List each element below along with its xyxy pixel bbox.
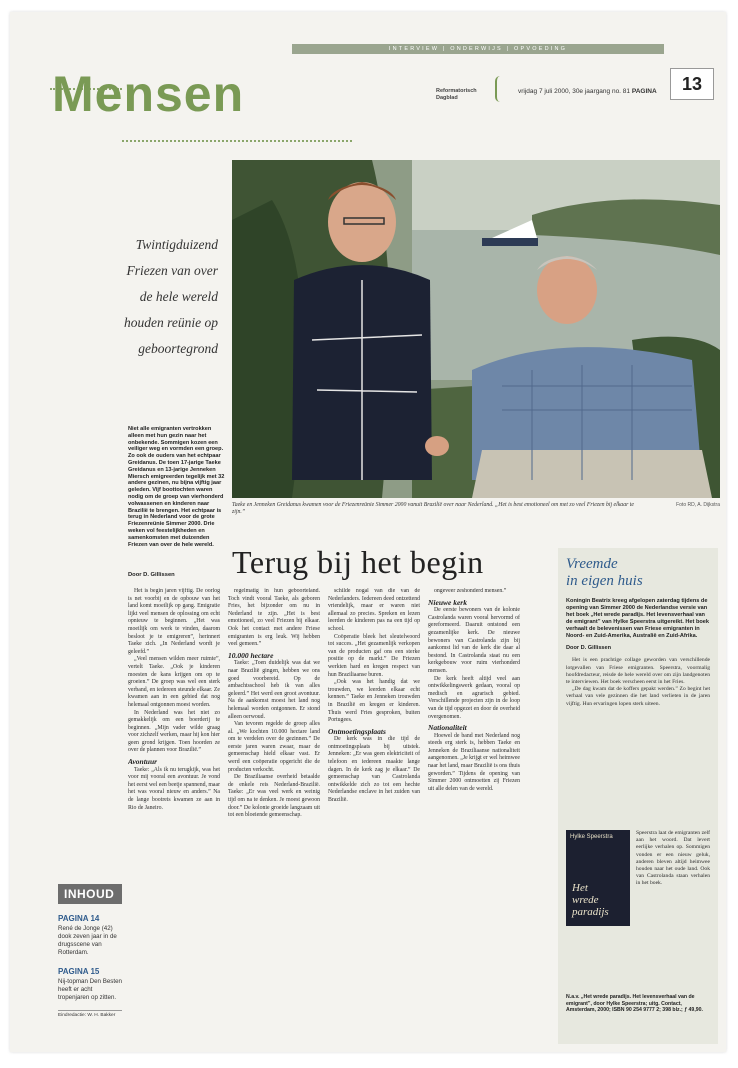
article-column-2 <box>228 588 320 1052</box>
book-details: N.a.v. „Het wrede paradijs. Het levensverhaal van de emigrant”, door Hylke Speerstra; uitg. Contact, Amsterdam, 2000; ISBN 90 254 9777 2; 398 blz.; ƒ 49,90. <box>566 994 703 1014</box>
body-paragraph: Taeke: „Als ik nu terugkijk, was het voor mij vooral een avontuur. Je vond het eerst wel een beetje spannend, maar het was vooral nieuw en anders.” Na de lange bootreis kwamen ze aan in Rio de Janeiro. <box>128 766 220 811</box>
sidebar-body <box>566 657 710 707</box>
body-paragraph: „Veel mensen wilden meer ruimte”, vertelt Taeke. „Ook je kinderen moesten de kans krijgen om op te groeien.” De groep was wel een sterk verband, en iedereen steunde elkaar. Ze kwamen aan in een gebied dat nog helemaal ontgonnen moest worden. <box>128 656 220 708</box>
intro-line: Friezen van over <box>126 263 218 278</box>
body-paragraph: „De dag kwam dat de koffers gepakt werden.” Zo begint het verhaal van vele gezinnen die het land verlieten in de jaren vijftig. Hun ervaringen lopen sterk uiteen. <box>566 686 710 707</box>
couple-photo <box>232 160 720 498</box>
date-text: vrijdag 7 juli 2000, 30e jaargang no. 81 <box>518 88 631 95</box>
sidebar-lower-text: Speerstra laat de emigranten zelf aan het woord. Dat levert eerlijke verhalen op. Sommigen vonden er een nieuw geluk, anderen bleven altijd heimwee houden naar het oude land. Ook van Castrolanda staan verhalen in het boek. <box>636 830 710 887</box>
sidebar-title-line: in eigen huis <box>566 573 643 589</box>
book-author: Hylke Speerstra <box>570 834 613 840</box>
contents-item-text: Nij-topman Den Besten heeft er acht tropenjaren op zitten. <box>58 978 122 1001</box>
subheading: Nieuwe kerk <box>428 597 467 607</box>
body-paragraph: ongeveer zeshonderd mensen.” <box>434 588 507 594</box>
section-strap: INTERVIEW | ONDERWIJS | OPVOEDING <box>292 44 664 54</box>
subheading: Nationaliteit <box>428 723 467 733</box>
body-paragraph: Het is een prachtige collage geworden van verschillende lotgevallen van Friese emigranten. Speerstra, voormalig hoofdredacteur, reisde de hele wereld over om zijn landgenoten te interviewen. Het boek verscheen eerst in het Fries. <box>566 657 710 686</box>
body-paragraph: schilde nogal van die van de Nederlanders. Iedereen deed ontzettend vriendelijk, maar er waren niet allemaal zo precies. Spreken en lezen leerden de kinderen pas na een tijd op school. <box>328 588 420 632</box>
contents-page-ref: PAGINA 14 <box>58 914 100 923</box>
book-title-line: wrede <box>572 894 599 906</box>
intro-line: Twintigduizend <box>135 237 218 252</box>
book-title-line: paradijs <box>572 906 609 918</box>
body-paragraph: Van tevoren regelde de groep alles al. „We kochten 10.000 hectare land om te verdelen over de gezinnen.” De eerste jaren waren zwaar, maar de gemeenschap hield elkaar vast. Er werd een coöperatie opgericht die de producten verkocht. <box>228 721 320 773</box>
body-paragraph: Taeke: „Toen duidelijk was dat we naar Brazilië gingen, hebben we ons goed voorbereid. Op de ambachtsschool heb ik van alles geleerd.” Het werd een groot avontuur. Na de aankomst moest het land nog helemaal worden ontgonnen. Er stond alleen oerwoud. <box>228 660 320 720</box>
photo-caption: Taeke en Jenneken Greidanus kwamen voor de Friezenreünie Simmer 2000 vanuit Brazilië over naar Nederland. „Het is best emotioneel om met zo veel Friezen bij elkaar te zijn.” <box>232 502 634 515</box>
contents-item[interactable] <box>58 914 122 957</box>
photo-illustration <box>232 160 720 498</box>
body-paragraph: De eerste bewoners van de kolonie Castrolanda waren vooral hervormd of gereformeerd. Daaruit ontstond een gezamenlijke kerk. De nieuwe bewoners van Castrolanda zijn bij aankomst lid van de kerk die daar al bestond. In Castrolanda staat nu een kerkgebouw voor ruim vierhonderd mensen. <box>428 607 520 674</box>
editor-credit: Eindredactie: W. H. Bakker <box>58 1010 122 1018</box>
body-paragraph: Coöperatie bleek het sleutelwoord tot succes. „Het gezamenlijk verkopen van de producten gaf ons een sterke positie op de markt.” De Friezen werkten hard en kregen respect van hun Braziliaanse buren. <box>328 633 420 678</box>
intro-quote <box>104 232 218 362</box>
subheading: Avontuur <box>128 757 158 767</box>
subheading: Ontmoetingsplaats <box>328 726 386 736</box>
sidebar-box <box>558 548 718 1044</box>
subheading: 10.000 hectare <box>228 650 274 660</box>
contents-title: INHOUD <box>58 884 122 904</box>
sidebar-title <box>566 556 710 590</box>
body-paragraph: Het is begin jaren vijftig. De oorlog is net voorbij en de opbouw van het land komt moeilijk op gang. Emigratie lijkt veel mensen de oplossing om echt opnieuw te beginnen. „Het was moeilijk om werk te vinden, daarom besloot je te emigreren”, herinnert Taeke zich. „In Nederland wordt je geleefd.” <box>128 588 220 655</box>
contents-item[interactable] <box>58 967 122 1002</box>
sidebar-lead: Koningin Beatrix kreeg afgelopen zaterdag tijdens de opening van Simmer 2000 de Nederlandse versie van het boek „Het wrede paradijs. Het levensverhaal van de emigrant” van Hylke Speerstra uitgereikt. Het boek verhaalt de belevenissen van Friese emigranten in Noord- en Zuid-Amerika, Australië en Zuid-Afrika. <box>566 598 710 639</box>
title-divider <box>122 140 352 142</box>
body-paragraph: „Ook was het handig dat we trouwden, we leerden elkaar echt kennen.” Taeke en Jenneken trouwden in Brazilië en kregen er kinderen. Thuis werd Fries gesproken, buiten Portugees. <box>328 679 420 724</box>
dateline <box>518 88 657 95</box>
contents-box <box>58 884 122 1044</box>
sidebar-title-line: Vreemde <box>566 556 618 572</box>
body-paragraph: De kerk heeft altijd veel aan ontwikkelingswerk gedaan, vooral op medisch en agrarisch gebied. Verschillende projecten zijn in de loop van de tijd opgezet en door de overheid overgenomen. <box>428 675 520 720</box>
page-label: PAGINA <box>631 88 657 95</box>
body-paragraph: De kerk was in die tijd de ontmoetingsplaats bij uitstek. Jenneken: „Er was geen elektriciteit of telefoon en iedereen maakte lange dagen. In de kerk zag je elkaar.” De gemeenschap van Castrolanda ontwikkelde zich zo tot een hechte Nederlandse enclave in het zuiden van Brazilië. <box>328 736 420 804</box>
intro-line: geboortegrond <box>138 341 218 356</box>
byline: Door D. Gillissen <box>128 572 175 578</box>
body-paragraph: In Nederland was het niet zo gemakkelijk om een boerderij te beginnen. „Mijn vader wilde graag voor zichzelf werken, maar hij kon hier geen grond krijgen. Toen hoorden ze over de plannen voor Brazilië.” <box>128 709 220 754</box>
article-column-3 <box>328 588 420 1052</box>
sidebar-byline: Door D. Gillissen <box>566 645 612 652</box>
page-number: 13 <box>670 68 714 100</box>
section-title: Mensen <box>52 66 245 122</box>
article-column-4 <box>428 588 520 1052</box>
photo-credit: Foto RD, A. Dijkstra <box>676 502 720 508</box>
contents-item-text: René de Jonge (42) dook zeven jaar in de drugsscene van Rotterdam. <box>58 925 117 956</box>
paper-logo-icon <box>495 76 505 102</box>
lead-paragraph: Niet alle emigranten vertrokken alleen met hun gezin naar het onbekende. Sommigen kozen een veiliger weg en vormden een groep. Zo ook de ouders van het echtpaar Greidanus. De toen 17-jarige Taeke Greidanus en 13-jarige Jenneken Miersch emigreerden tegelijk met 32 andere gezinen, nu bijna vijftig jaar geleden. Vijf boottochten waren nodig om de groep van vierhonderd volwassenen en kinderen naar Brazilië te brengen. Het echtpaar is terug in Nederland voor de grote Friezenreünie Simmer 2000. Drie weken vol feestelijkheden en samenkomsten met duizenden Friezen van over de hele wereld. <box>128 426 225 548</box>
newspaper-page <box>10 12 726 1052</box>
intro-line: de hele wereld <box>139 289 218 304</box>
intro-line: houden reünie op <box>124 315 218 330</box>
body-paragraph: Hoewel de band met Nederland nog steeds erg sterk is, hebben Taeke en Jenneken de Braziliaanse nationaliteit aangenomen. „Je krijgt er wel heimwee naar het land, maar Brazilië is ons thuis geworden.” Tijdens de opening van Simmer 2000 ontmoetten zij Friezen uit alle delen van de wereld. <box>428 732 520 792</box>
body-paragraph: regelmatig in hun geboorteland. Toch vindt vooral Taeke, als geboren Fries, het bijzonder om nu in Nederland te zijn. „Het is best emotioneel, zo veel Friezen bij elkaar. Ook het contact met andere Friese emigranten is erg leuk. Wij hebben veel gemeen.” <box>228 588 320 648</box>
book-cover <box>566 830 630 926</box>
book-title <box>572 882 626 918</box>
paper-name: Reformatorisch Dagblad <box>436 88 477 101</box>
book-title-line: Het <box>572 882 588 894</box>
contents-page-ref: PAGINA 15 <box>58 967 100 976</box>
article-column-1 <box>128 588 220 848</box>
headline: Terug bij het begin <box>232 544 484 580</box>
body-paragraph: De Braziliaanse overheid betaalde de enkele reis Nederland-Brazilië. Taeke: „Er was veel werk en weinig tijd om na te denken. Je moest gewoon door.” De kolonie groeide langzaam uit tot een bloeiende gemeenschap. <box>228 774 320 819</box>
